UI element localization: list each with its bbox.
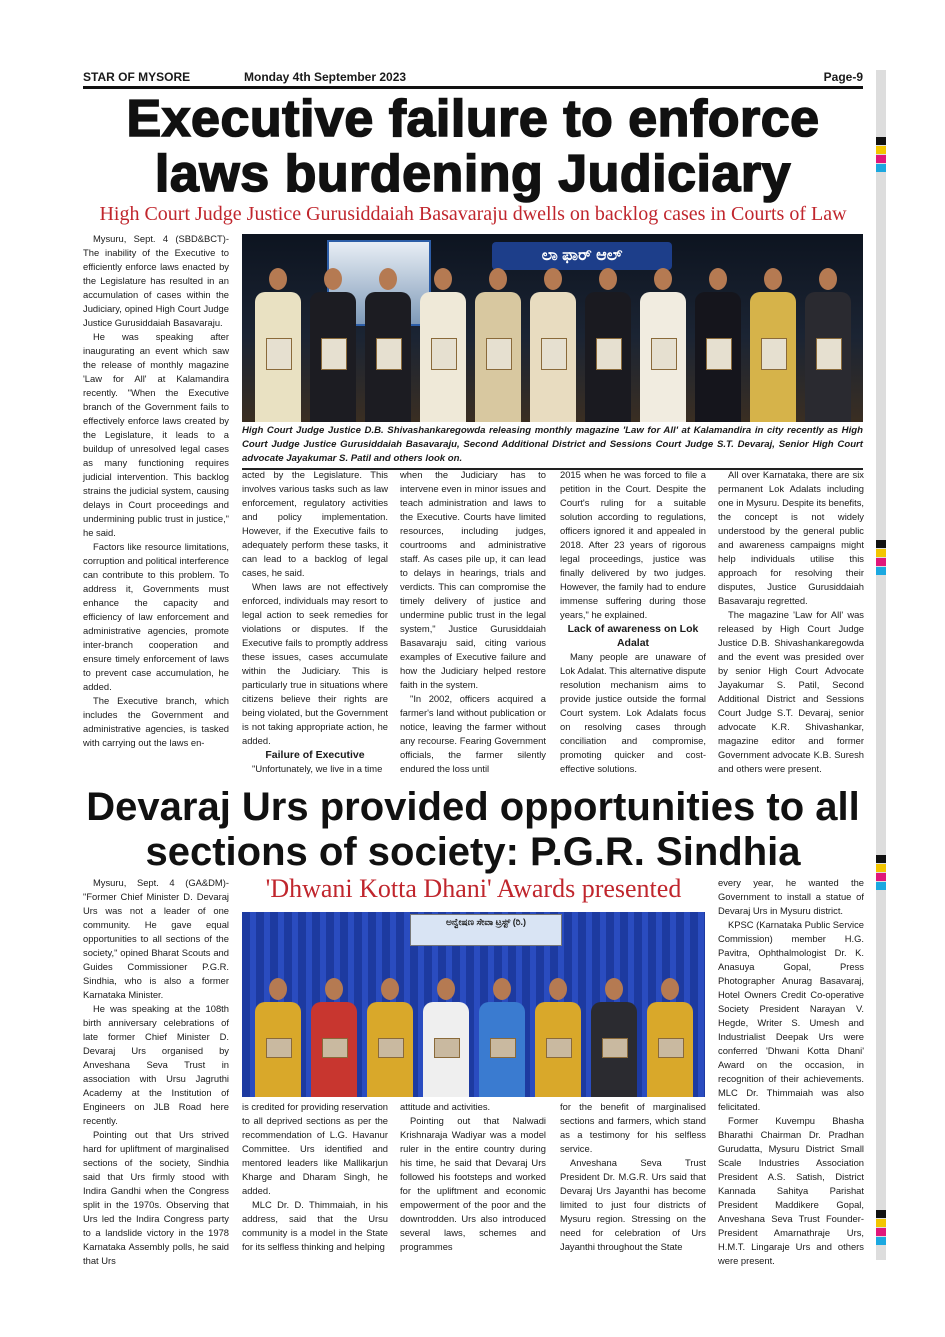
article1-column-2 [242,468,388,778]
person-figure [525,268,580,422]
article1-headline-line1: Executive failure to enforce [126,90,820,148]
registration-mark [876,558,886,566]
registration-mark [876,146,886,154]
paragraph: He was speaking at the 108th birth anniversary celebrations of late former Chief Minister D. Devaraj Urs organised by Anveshana Seva Trust in association with Ursu Jagruthi Academy at the Institution of Engineers on JLB Road here recently. [83,1003,229,1126]
paragraph: every year, he wanted the Government to install a statue of Devaraj Urs in Mysuru district. [718,877,864,916]
paragraph: Mysuru, Sept. 4 (GA&DM)- "Former Chief Minister D. Devaraj Urs was not a leader of one community. He gave equal opportunities to all sections of the society," opined Bharat Scouts and Guides Commissioner P.G.R. Sindhia, who is also a former Karnataka Minister. [83,877,229,1000]
article2-headline-line1: Devaraj Urs provided opportunities to all [86,785,860,829]
person-figure [690,268,745,422]
article1-column-3 [400,468,546,778]
masthead-rule [83,86,863,89]
paragraph: When laws are not effectively enforced, individuals may resort to legal action to seek remedies for violations or disputes. If the Executive fails to promptly address these issues, cases accumulate within the Judiciary. This is particularly true in situations where citizens believe their rights are being violated, but the Government is not taking appropriate action, he added. [242,581,388,746]
registration-mark [876,1237,886,1245]
article1-column-4 [560,468,706,778]
person-figure [250,978,306,1097]
article1-column-5 [718,468,864,778]
registration-mark [876,855,886,863]
article2-headline-line2: sections of society: P.G.R. Sindhia [145,830,801,874]
print-margin-bar [876,70,886,1260]
trust-banner: ಅನ್ವೇಷಣ ಸೇವಾ ಟ್ರಸ್ಟ್ (ರಿ.) [410,914,562,946]
paragraph: Former Kuvempu Bhasha Bharathi Chairman Dr. Pradhan Gurudatta, Mysuru District Small Scale Industries Association President A.S. Satish, District Kannada Sahitya Parishat President Maddikere Gopal, Anveshana Seva Trust Founder-President Amarnathraje Urs, H.M.T. Lingaraje Urs and others were present. [718,1115,864,1266]
paragraph: Anveshana Seva Trust President Dr. M.G.R. Urs said that Devaraj Urs Jayanthi has become limited to just four districts of Mysuru region. Stressing on the need for celebration of Urs Jayanthi throughout the State [560,1157,706,1252]
person-figure [474,978,530,1097]
article1-headline-line2: laws burdening Judiciary [154,145,792,203]
paragraph: is credited for providing reservation to all deprived sections as per the recommendation of L.G. Havanur Committee. Urs identified and mentored leaders like Mallikarjun Kharge and Dharam Singh, he added. [242,1101,388,1196]
paragraph: Mysuru, Sept. 4 (SBD&BCT)- The inability of the Executive to efficiently enforce laws enacted by the Legislature has resulted in an accumulation of cases within the Judiciary, opined High Court Judge Justice Gurusiddaiah Basavaraju. [83,233,229,328]
person-figure [745,268,800,422]
page-number: Page-9 [823,70,863,84]
paragraph: Pointing out that Urs strived hard for upliftment of marginalised sections of the society, Sindhia said that Urs firmly stood with Indira Gandhi when the Congress split in the 1970s. Observing that Urs led the Indira Congress party to a landslide victory in the 1978 Karnataka Assembly polls, he said that Urs [83,1129,229,1266]
person-figure [586,978,642,1097]
registration-mark [876,540,886,548]
article1-column-1 [83,232,229,778]
person-figure [800,268,855,422]
person-figure [418,978,474,1097]
article1-photo [242,234,863,422]
paragraph: "Unfortunately, we live in a time [252,763,383,774]
person-figure [415,268,470,422]
person-figure [635,268,690,422]
registration-mark [876,1228,886,1236]
article2-column-4 [560,1100,706,1260]
person-figure [642,978,698,1097]
masthead [83,70,863,86]
person-figure [580,268,635,422]
registration-mark [876,137,886,145]
article2-photo [242,912,705,1097]
person-figure [305,268,360,422]
law-for-all-banner: ಲಾ ಫಾರ್ ಆಲ್ [492,242,672,270]
issue-date: Monday 4th September 2023 [244,70,407,84]
paragraph: MLC Dr. D. Thimmaiah, in his address, said that the Ursu community is a model in the State for its selfless thinking and helping [242,1199,388,1252]
registration-mark [876,864,886,872]
registration-mark [876,1219,886,1227]
paragraph: All over Karnataka, there are six permanent Lok Adalats including one in Mysuru. Despite its benefits, the concept is not widely understood by the general public and awareness campaigns might help individuals utilise this approach for resolving their disputes, Justice Gurusiddaiah Basavaraju regretted. [718,469,864,606]
paragraph: The magazine 'Law for All' was released by High Court Judge Justice D.B. Shivashankaregowda and the event was presided over by senior High Court Advocate Jayakumar S. Patil, Second Additional District and Sessions Court Judge S.T. Devaraj, senior advocate K.R. Shivashankar, magazine editor and former Government advocate K.B. Suresh and others were present. [718,609,864,774]
registration-mark [876,873,886,881]
paper-name: STAR OF MYSORE [83,70,191,84]
paragraph: 2015 when he was forced to file a petition in the Court. Despite the Court's ruling for a suitable solution according to regulations, officers ignored it and appealed in 2018. After 23 years of rigorous legal proceedings, justice was finally delivered by two judges. However, the family had to endure immense suffering during those years," he explained. [560,469,706,620]
registration-mark [876,882,886,890]
subheading: Failure of Executive [265,749,365,761]
paragraph: acted by the Legislature. This involves various tasks such as law enforcement, regulatory activities and policy implementation. However, if the Executive fails to adequately perform these tasks, it can lead to a backlog of legal cases, he said. [242,469,388,578]
registration-mark [876,1210,886,1218]
subheading: Lack of awareness on Lok Adalat [567,623,699,649]
article2-column-2 [242,1100,388,1260]
article2-column-3 [400,1100,546,1260]
registration-mark [876,567,886,575]
paragraph: Factors like resource limitations, corruption and political interference can contribute to this problem. To address it, Governments must enhance the capacity and efficiency of law enforcement and administrative agencies, promote inter-branch cooperation and ensure timely enforcement of laws to prevent case accumulation, he added. [83,541,229,692]
person-figure [306,978,362,1097]
paragraph: "In 2002, officers acquired a farmer's land without publication or notice, leaving the farmer without any recourse. Fearing Government officials, the farmer silently endured the loss until [400,693,546,774]
paragraph: attitude and activities. [400,1101,491,1112]
award-recipients [242,927,705,1097]
paragraph: Many people are unaware of Lok Adalat. This alternative dispute resolution mechanism aims to provide justice outside the formal Court system. Lok Adalats focus on resolving cases through conciliation and compromise, promoting quicker and cost-effective solutions. [560,651,706,774]
paragraph: Pointing out that Nalwadi Krishnaraja Wadiyar was a model ruler in the entire country during his time, he said that Devaraj Urs followed his footsteps and worked for the upliftment and economic empowerment of the poor and the downtrodden. Urs also introduced several laws, schemes and programmes [400,1115,546,1252]
paragraph: He was speaking after inaugurating an event which saw the release of monthly magazine 'Law for All' at Kalamandira recently. "When the Executive branch of the Government fails to effectively enforce laws created by the Legislature, it leads to a buildup of unresolved legal cases as many functioning requires judicial intervention. This backlog strains the judicial system, causing delays in Court proceedings and undermining public trust in justice," he said. [83,331,229,538]
event-attendees [242,252,863,422]
article2-column-5 [718,876,864,1266]
person-figure [362,978,418,1097]
person-figure [470,268,525,422]
registration-mark [876,155,886,163]
article2-column-1 [83,876,229,1266]
article1-subhead: High Court Judge Justice Gurusiddaiah Basavaraju dwells on backlog cases in Courts of Law [99,203,847,225]
person-figure [360,268,415,422]
article2-subhead: 'Dhwani Kotta Dhani' Awards presented [265,874,682,903]
person-figure [250,268,305,422]
paragraph: KPSC (Karnataka Public Service Commission) member H.G. Pavitra, Ophthalmologist Dr. K. Anasuya Gopal, Press Photographer Anurag Basavaraj, Hotel Owners Credit Co-operative Society President Narayan V. Hegde, Writer S. Umesh and Industrialist Deepak Urs were conferred 'Dhwani Kotta Dhani' Award on the occasion, in recognition of their achievements. MLC Dr. Thimmaiah was also felicitated. [718,919,864,1112]
registration-mark [876,164,886,172]
paragraph: when the Judiciary has to intervene even in minor issues and teach administration and laws to the Executive. Courts have limited resources, including judges, courtrooms and administrative staff. As cases pile up, it can lead to delays in hearings, trials and verdicts. This can compromise the timely delivery of justice and undermine public trust in the legal system," Justice Gurusiddaiah Basavaraju said, citing various examples of Executive failure and how the Judiciary helped restore faith in the system. [400,469,546,690]
paragraph: The Executive branch, which includes the Government and administrative agencies, is tasked with carrying out the laws en- [83,695,229,748]
person-figure [530,978,586,1097]
paragraph: for the benefit of marginalised sections and farmers, which stand as a testimony for his selfless service. [560,1101,706,1154]
article1-photo-caption: High Court Judge Justice D.B. Shivashankaregowda releasing monthly magazine 'Law for All' at Kalamandira in city recently as High Court Judge Justice Gurusiddaiah Basavaraju, Second Additional District and Sessions Court Judge S.T. Devaraj, Senior High Court advocate Jayakumar S. Patil and others look on. [242,424,863,470]
registration-mark [876,549,886,557]
